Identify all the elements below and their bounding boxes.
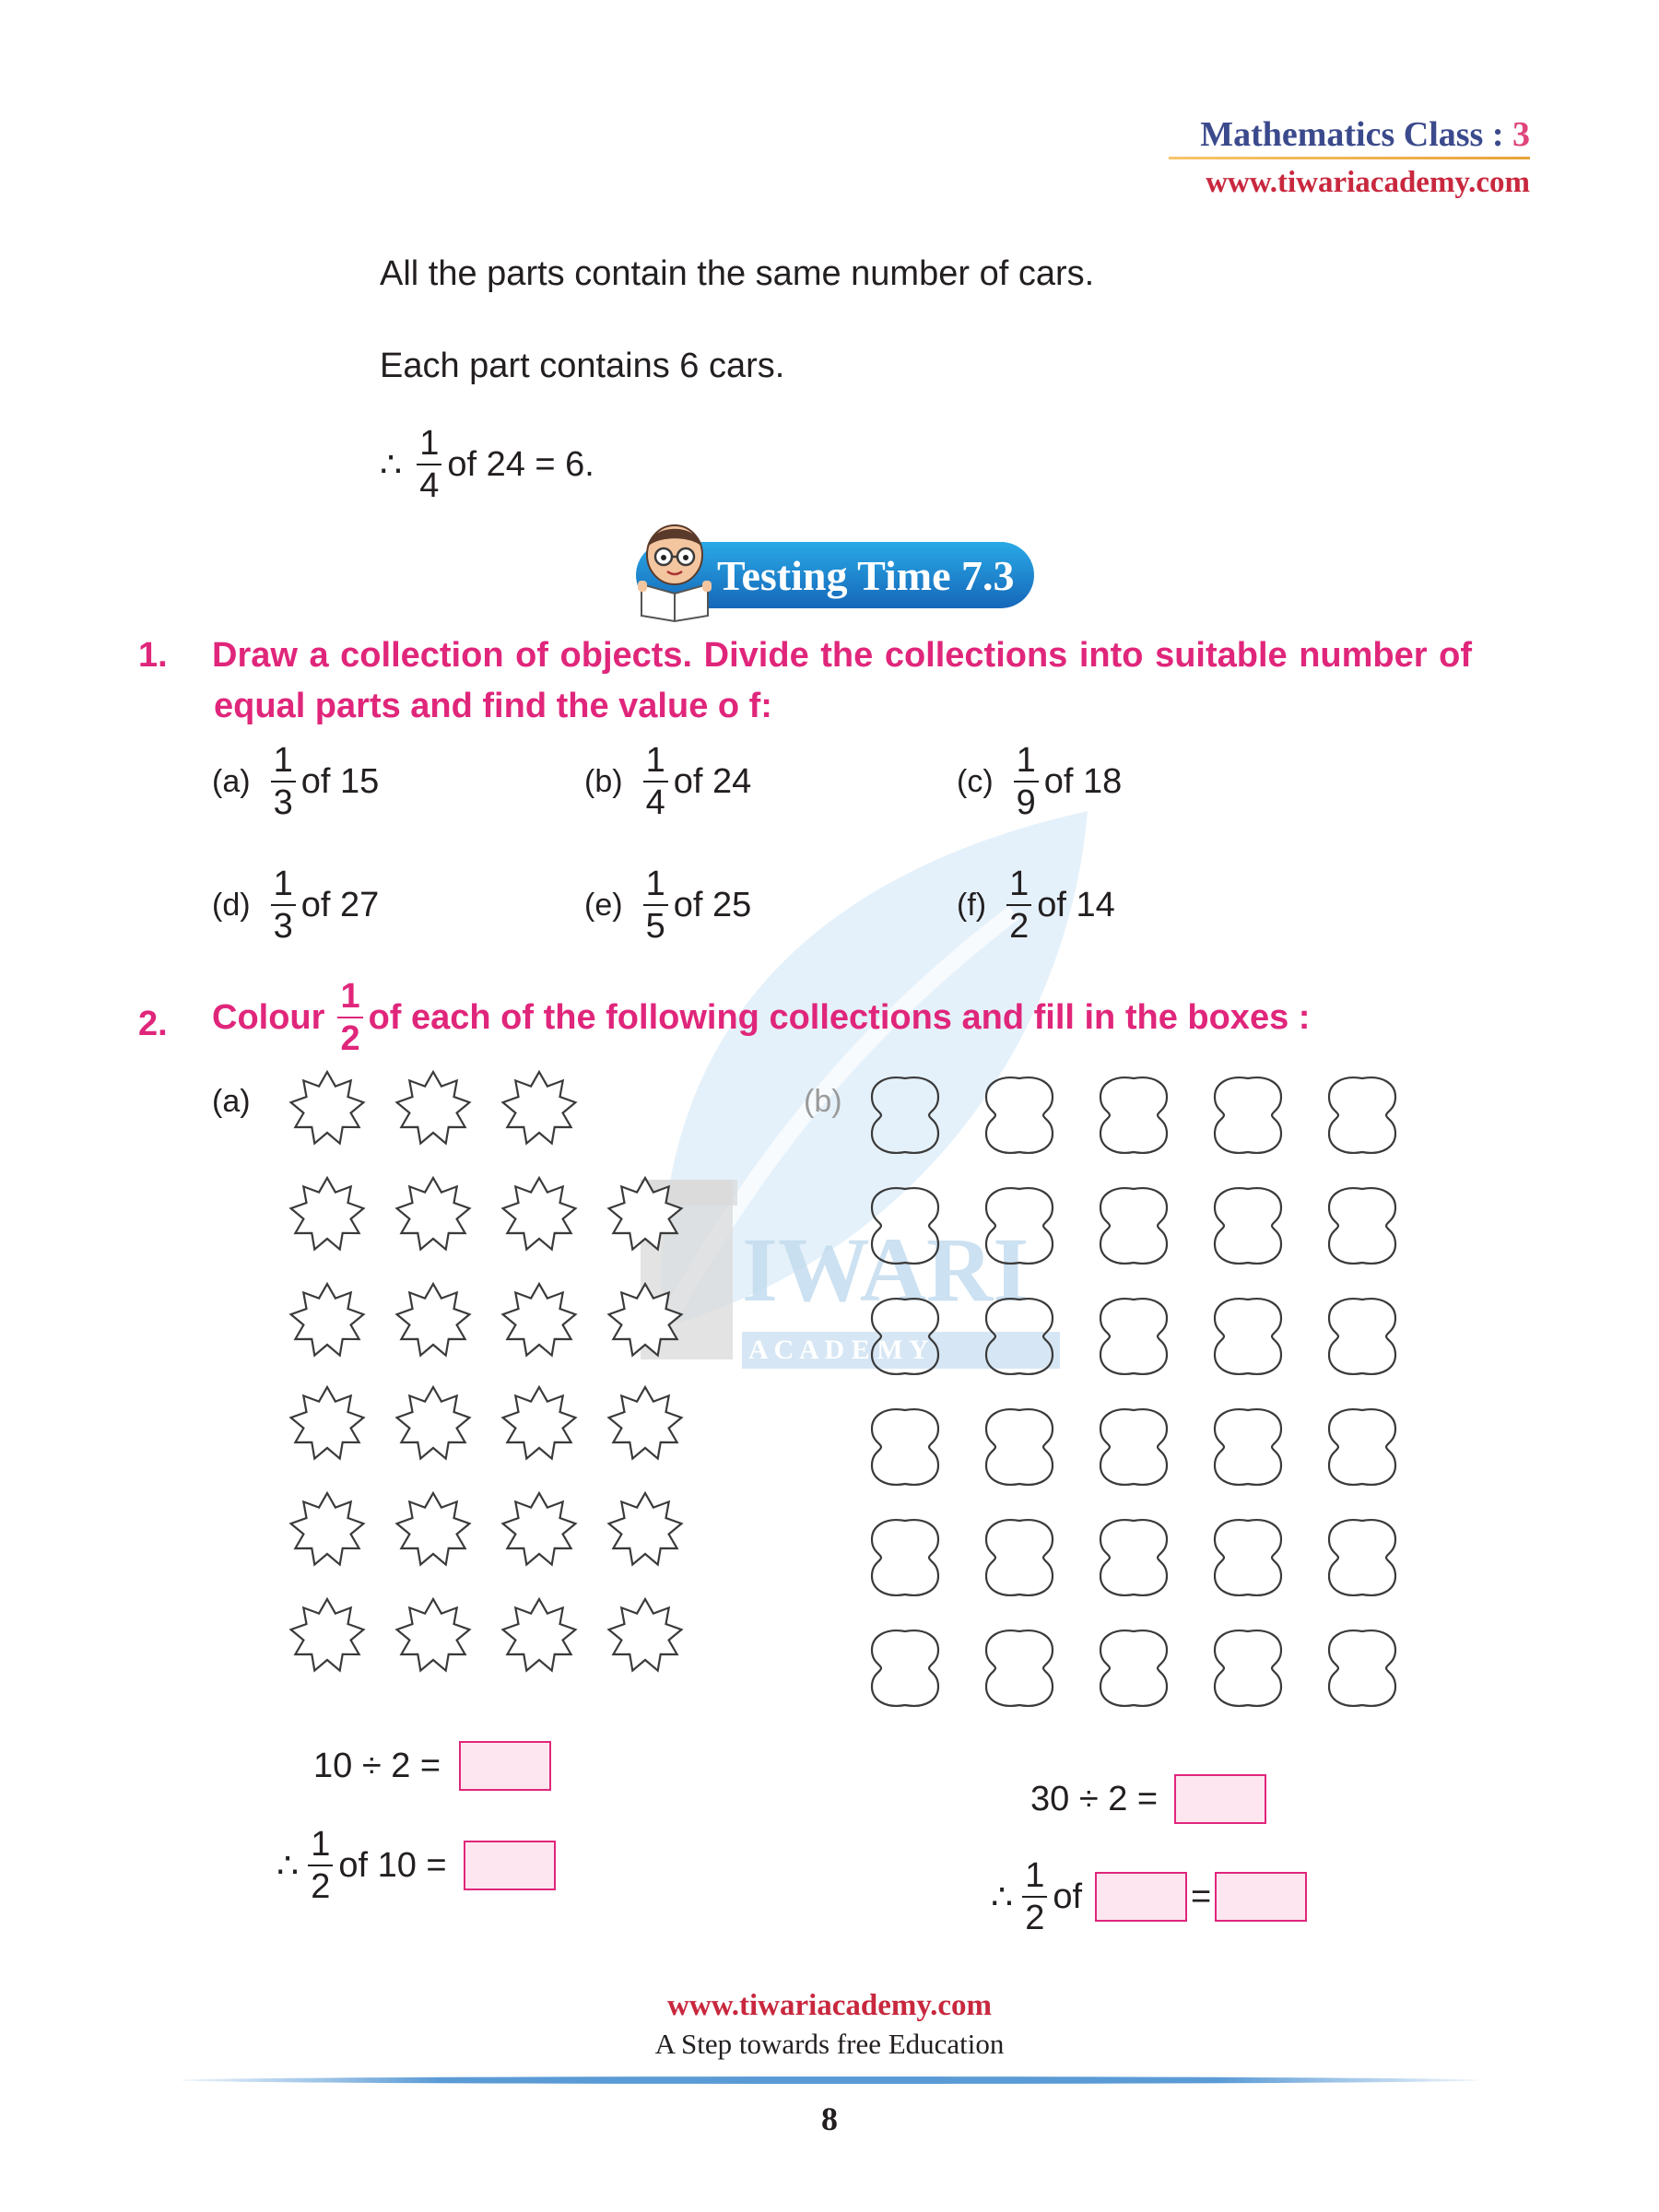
fraction-numerator: 1 — [645, 741, 665, 780]
oval-shape[interactable] — [1329, 1188, 1395, 1264]
oval-shape[interactable] — [1100, 1299, 1167, 1374]
fraction — [1022, 1858, 1047, 1936]
oval-shape[interactable] — [872, 1299, 938, 1374]
part-a-division — [313, 1741, 551, 1791]
oval-shape[interactable] — [1215, 1188, 1281, 1264]
header-url: www.tiwariacademy.com — [1206, 166, 1530, 199]
question-1-line-1: Draw a collection of objects. Divide the collections into suitable number of — [212, 636, 1472, 675]
fraction — [308, 1827, 333, 1904]
part-a-label: (a) — [212, 1084, 251, 1119]
answer-box[interactable] — [1215, 1872, 1307, 1922]
footer-url: www.tiwariacademy.com — [667, 1989, 992, 2022]
oval-shape[interactable] — [1100, 1188, 1167, 1264]
part-b-fraction-equation — [991, 1858, 1307, 1936]
fraction-bar — [1022, 1896, 1047, 1898]
watermark-subword: A C A D E M Y — [748, 1335, 929, 1365]
fraction-numerator: 1 — [645, 865, 665, 903]
fraction-denominator: 4 — [419, 466, 440, 505]
equals-sign: = — [1191, 1877, 1212, 1916]
fraction-denominator: 5 — [645, 907, 665, 946]
fraction-numerator: 1 — [273, 741, 293, 780]
part-a-fraction-equation — [276, 1827, 556, 1904]
oval-shape[interactable] — [1329, 1630, 1395, 1706]
of-text: of — [1053, 1877, 1083, 1916]
oval-shape[interactable] — [986, 1520, 1053, 1595]
division-text: 30 ÷ 2 = — [1030, 1779, 1159, 1818]
question-2-rest: of each of the following collections and fill in the boxes : — [368, 997, 1311, 1037]
oval-shape[interactable] — [872, 1520, 938, 1595]
item-text: of 14 — [1037, 885, 1115, 924]
oval-shape[interactable] — [1215, 1520, 1281, 1595]
item-label: (f) — [957, 887, 987, 923]
item-text: of 15 — [300, 761, 380, 801]
oval-shape[interactable] — [986, 1409, 1053, 1485]
oval-shape[interactable] — [1215, 1630, 1281, 1706]
item-label: (e) — [584, 887, 623, 923]
oval-shape[interactable] — [1100, 1077, 1167, 1153]
fraction-denominator: 2 — [311, 1867, 331, 1906]
intro-line-1: All the parts contain the same number of cars. — [380, 254, 1095, 293]
oval-shape[interactable] — [986, 1077, 1053, 1153]
fraction-numerator: 1 — [340, 977, 360, 1016]
page-number: 8 — [821, 2100, 838, 2137]
oval-shape[interactable] — [1215, 1077, 1281, 1153]
header-class-number: 3 — [1512, 115, 1530, 154]
therefore-symbol: ∴ — [380, 445, 403, 485]
fraction-denominator: 2 — [1009, 907, 1030, 946]
oval-shape[interactable] — [1100, 1520, 1167, 1595]
question-1-line-2: equal parts and find the value o f: — [214, 687, 772, 725]
item-label: (c) — [957, 763, 994, 799]
question-2-number: 2. — [138, 1005, 168, 1043]
part-b-label: (b) — [804, 1084, 842, 1119]
fraction-denominator: 9 — [1016, 783, 1036, 822]
fraction-numerator: 1 — [1025, 1856, 1045, 1895]
oval-shape[interactable] — [1329, 1077, 1395, 1153]
oval-shape[interactable] — [872, 1188, 938, 1264]
therefore-symbol: ∴ — [276, 1846, 300, 1886]
banner-title: Testing Time 7.3 — [717, 552, 1015, 599]
header-subject-text: Mathematics Class : — [1200, 115, 1504, 154]
oval-shape[interactable] — [1100, 1630, 1167, 1706]
item-label: (b) — [584, 763, 623, 799]
oval-shape[interactable] — [1329, 1520, 1395, 1595]
division-text: 10 ÷ 2 = — [313, 1746, 441, 1785]
answer-box[interactable] — [464, 1841, 556, 1890]
therefore-symbol: ∴ — [991, 1877, 1014, 1917]
fraction-bar — [308, 1865, 333, 1866]
footer-divider — [180, 2077, 1479, 2084]
fraction-denominator: 4 — [645, 783, 665, 822]
oval-shape[interactable] — [986, 1299, 1053, 1374]
oval-shape[interactable] — [1329, 1409, 1395, 1485]
fraction-denominator: 2 — [1025, 1899, 1045, 1937]
fraction-numerator: 1 — [419, 424, 440, 463]
oval-shape[interactable] — [872, 1409, 938, 1485]
intro-result: of 24 = 6. — [447, 444, 594, 484]
fraction-denominator: 2 — [340, 1019, 360, 1058]
item-text: of 27 — [300, 885, 380, 924]
oval-shape[interactable] — [872, 1077, 938, 1153]
question-2-word: Colour — [212, 997, 325, 1037]
of-text: of 10 = — [338, 1845, 447, 1885]
fraction-denominator: 3 — [273, 783, 293, 822]
oval-shape[interactable] — [1100, 1409, 1167, 1485]
oval-shape[interactable] — [986, 1188, 1053, 1264]
item-label: (a) — [212, 763, 251, 799]
oval-shape[interactable] — [986, 1630, 1053, 1706]
oval-shape[interactable] — [872, 1630, 938, 1706]
item-text: of 24 — [673, 761, 752, 801]
fraction-numerator: 1 — [1009, 865, 1030, 903]
oval-shape[interactable] — [1215, 1409, 1281, 1485]
fraction-numerator: 1 — [1016, 741, 1036, 780]
fraction-numerator: 1 — [311, 1825, 331, 1864]
intro-line-2: Each part contains 6 cars. — [380, 347, 785, 385]
question-1-number: 1. — [138, 636, 168, 675]
fraction-numerator: 1 — [273, 865, 293, 903]
answer-box[interactable] — [1095, 1872, 1187, 1922]
oval-shape[interactable] — [1329, 1299, 1395, 1374]
fraction-denominator: 3 — [273, 907, 293, 946]
answer-box[interactable] — [459, 1741, 551, 1791]
footer-tagline: A Step towards free Education — [654, 2028, 1005, 2060]
item-text: of 18 — [1043, 761, 1123, 801]
watermark-word: IWARI — [742, 1218, 1030, 1321]
part-b-division — [1030, 1774, 1266, 1824]
oval-shape[interactable] — [1215, 1299, 1281, 1374]
answer-box[interactable] — [1174, 1774, 1266, 1824]
item-text: of 25 — [673, 885, 752, 924]
item-label: (d) — [212, 887, 251, 923]
